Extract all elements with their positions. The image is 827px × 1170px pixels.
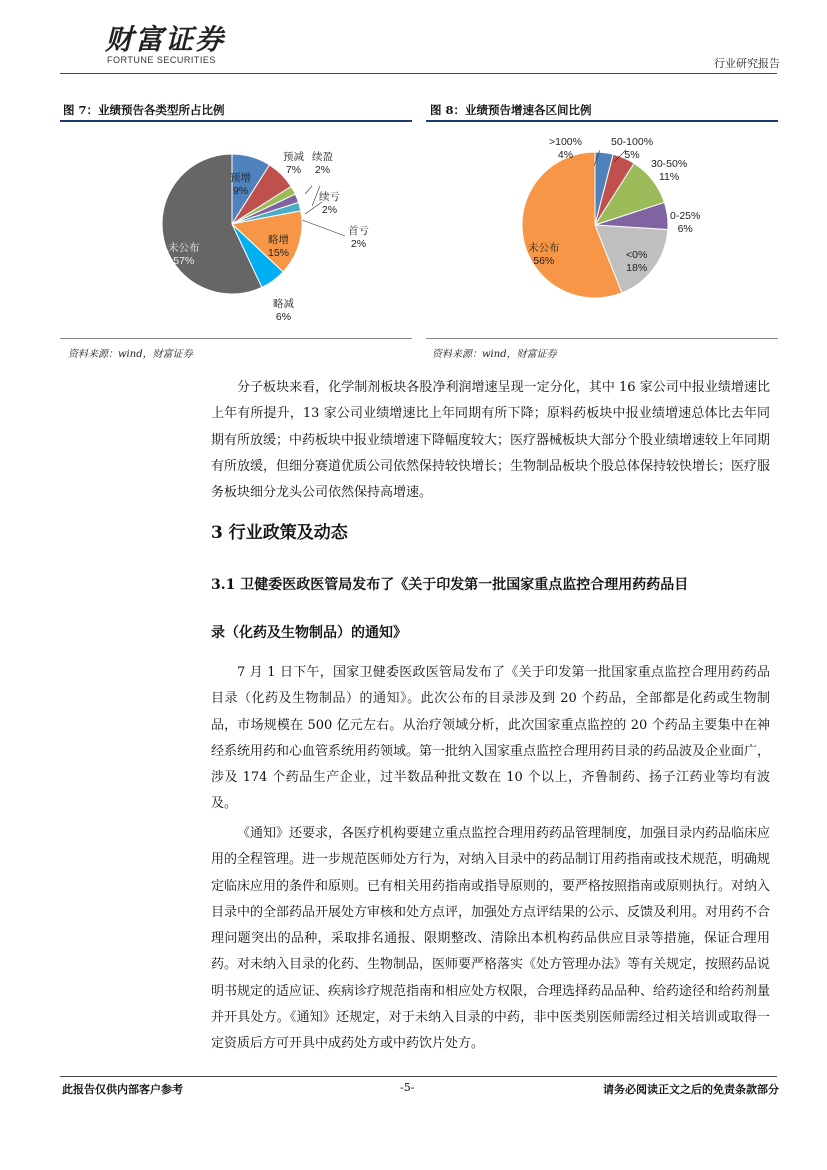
fig7-label-shoukui: 首亏 2% xyxy=(348,225,369,250)
figure7-source: 资料来源：wind，财富证券 xyxy=(68,349,193,360)
fig7-label-xukui: 续亏 2% xyxy=(319,191,340,216)
figure8-bottom-rule xyxy=(426,338,778,339)
footer-divider xyxy=(60,1076,777,1077)
figure7-bottom-rule xyxy=(60,338,412,339)
footer-disclaimer-left: 此报告仅供内部客户参考 xyxy=(62,1083,183,1096)
body-paragraph-3: 《通知》还要求，各医疗机构要建立重点监控合理用药药品管理制度，加强目录内药品临床应用的全程管理。进一步规范医师处方行为，对纳入目录中的药品制订用药指南或技术规范，明确规定临床应用的条件和原则。已有相关用药指南或指导原则的，要严格按照指南或原则执行。对纳入目录中的全部药品开展处方审核和处方点评，加强处方点评结果的公示、反馈及利用。对用药不合理问题突出的品种，采取排名通报、限期整改、清除出本机构药品供应目录等措施，保证合理用药。对未纳入目录的化药、生物制品，医师要严格落实《处方管理办法》等有关规定，按照药品说明书规定的适应证、疾病诊疗规范指南和相应处方权限，合理选择药品品种、给药途径和给药剂量并开具处方。《通知》还规定，对于未纳入目录的中药，非中医类别医师需经过相关培训或取得一定资质后方可开具中成药处方或中药饮片处方。 xyxy=(211,826,771,1052)
fig7-label-yujian: 预减 7% xyxy=(283,151,304,176)
company-logo-text: 财富证券 xyxy=(105,23,226,56)
fig7-label-yuzeng: 预增 9% xyxy=(230,172,251,197)
fig7-label-luejian: 略减 6% xyxy=(273,298,294,323)
fig8-label-30-50: 30-50% 11% xyxy=(651,158,688,183)
figure8-source: 资料来源：wind，财富证券 xyxy=(432,349,557,360)
figure7-title-rule xyxy=(60,120,412,122)
fig7-label-weigongbu: 未公布 57% xyxy=(168,242,200,267)
body-paragraph-2: 7 月 1 日下午，国家卫健委医政医管局发布了《关于印发第一批国家重点监控合理用药药品目录（化药及生物制品）的通知》。此次公布的目录涉及到 20 个药品，全部都是化药或生物制品，市场规模在 500 亿元左右。从治疗领域分析，此次国家重点监控的 20 个药品主要集中在神经系统用药和心血管系统用药领域。第一批纳入国家重点监控合理用药目录的药品波及企业面广，涉及 174 个药品生产企业，过半数品种批文数在 10 个以上，齐鲁制药、扬子江药业等均有波及。 xyxy=(211,665,771,812)
body-paragraph-1: 分子板块来看，化学制剂板块各股净利润增速呈现一定分化，其中 16 家公司中报业绩增速比上年有所提升，13 家公司业绩增速比上年同期有所下降；原料药板块中报业绩增速总体比去年同期有所放缓；中药板块中报业绩增速下降幅度较大；医疗器械板块大部分个股业绩增速较上年同期有所放缓，但细分赛道优质公司依然保持较快增长；生物制品板块个股总体保持较快增长；医疗服务板块细分龙头公司依然保持高增速。 xyxy=(211,380,771,501)
fig8-label-weigongbu: 未公布 56% xyxy=(528,242,560,267)
fig8-label-below0: <0% 18% xyxy=(626,249,648,274)
report-type: 行业研究报告 xyxy=(714,57,780,70)
page-number: -5- xyxy=(400,1081,415,1094)
fig8-label-0-25: 0-25% 6% xyxy=(670,210,701,235)
fig7-label-lvezeng: 略增 15% xyxy=(268,234,290,259)
fig7-label-xuying: 续盈 2% xyxy=(312,151,333,176)
subsection-heading-line2: 录（化药及生物制品）的通知》 xyxy=(211,625,407,641)
figure8-pie-slices xyxy=(522,152,668,298)
subsection-heading-line1: 3.1 卫健委医政医管局发布了《关于印发第一批国家重点监控合理用药药品目 xyxy=(211,577,689,593)
figure8-title: 图 8：业绩预告增速各区间比例 xyxy=(430,103,592,117)
header-divider xyxy=(60,73,777,74)
fig8-label-over100: >100% 4% xyxy=(549,136,582,161)
figure7-title: 图 7：业绩预告各类型所占比例 xyxy=(63,103,225,117)
figure7-leader-lines xyxy=(60,124,412,334)
figure8-title-rule xyxy=(426,120,778,122)
fig8-label-50-100: 50-100% 5% xyxy=(611,136,654,161)
figure8-pie-chart xyxy=(426,124,778,334)
company-logo-english: FORTUNE SECURITIES xyxy=(107,55,216,65)
section-heading: 3 行业政策及动态 xyxy=(211,523,348,543)
footer-disclaimer-right: 请务必阅读正文之后的免责条款部分 xyxy=(603,1083,779,1096)
